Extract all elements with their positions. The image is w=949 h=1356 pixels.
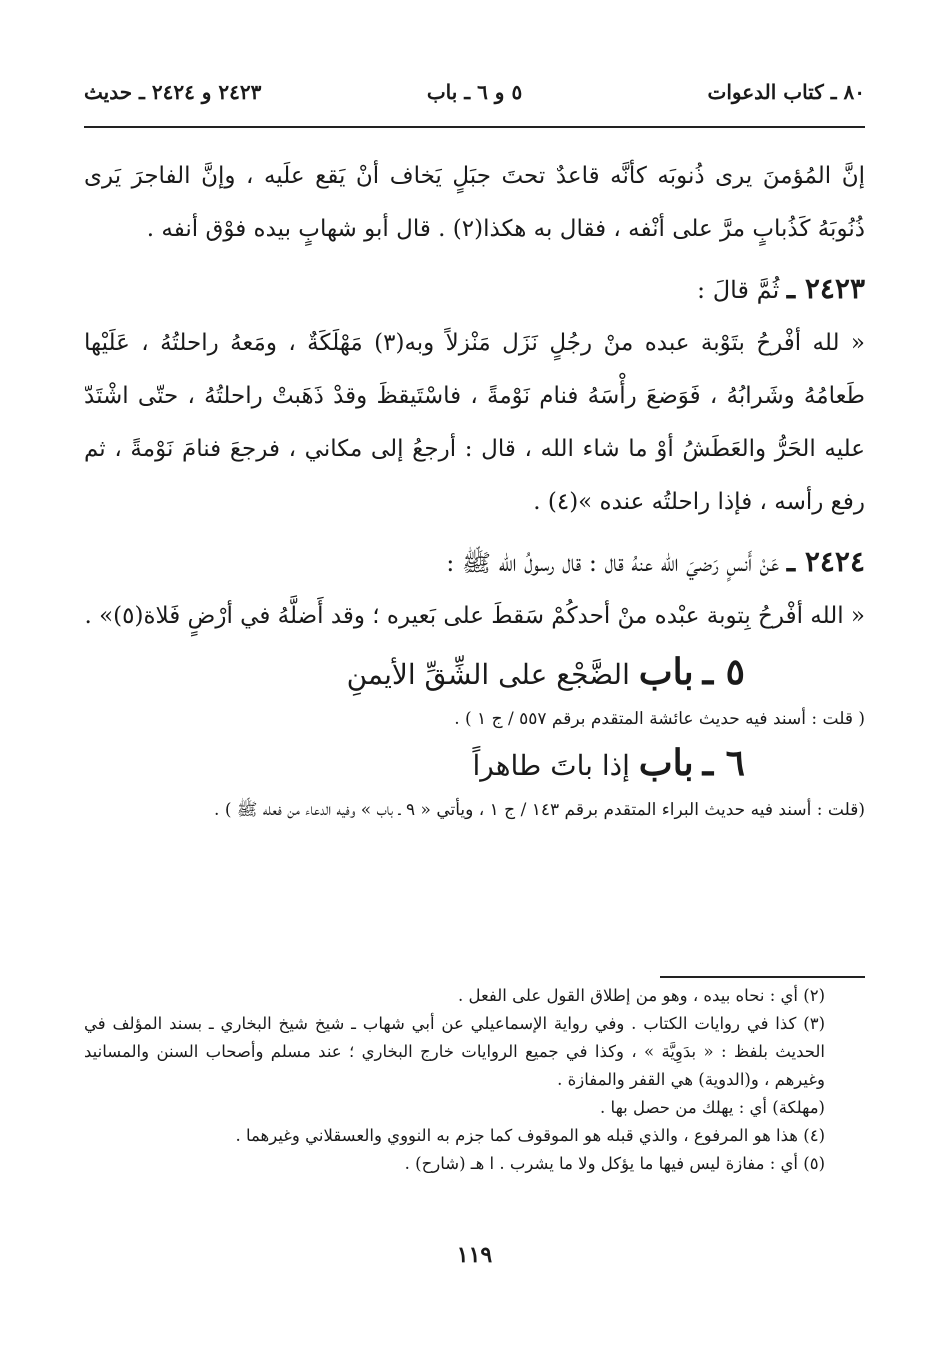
header-rule <box>84 126 865 128</box>
hadith-continuation: إنَّ المُؤمنَ يرى ذُنوبَه كأنَّه قاعدٌ تحتَ جبَلٍ يَخاف أنْ يَقع علَيه ، وإنَّ الفاجرَ يَرى ذُنُوبَهُ كَذُبابٍ مرَّ على أنْفه ، فقال به هكذا(٢) . قال أبو شهابٍ بيده فوْق أنفه . <box>84 163 865 242</box>
footnote-3: (٣) كذا في روايات الكتاب . وفي رواية الإسماعيلي عن أبي شهاب ـ شيخ شيخ البخاري ـ بسند المؤلف في الحديث بلفظ : « بدَوِيَّة » ، وكذا في جميع الروايات خارج البخاري ؛ عند مسلم وأصحاب السنن والمسانيد وغيرهم ، و(الدوية) هي القفر والمفازة . <box>84 1014 825 1089</box>
footnotes <box>84 982 825 1178</box>
footnote-3-gloss: (مهلكة) أي : يهلك من حصل بها . <box>600 1098 825 1117</box>
chapter-5-heading <box>84 643 745 704</box>
hadith-2423-intro: ثُمَّ قالَ : <box>697 276 780 304</box>
header-book-title: ٨٠ ـ كتاب الدعوات <box>707 80 865 104</box>
footnote-4: (٤) هذا هو المرفوع ، والذي قبله هو الموقوف كما جزم به النووي والعسقلاني وغيرهما . <box>235 1126 825 1145</box>
header-chapter: ٥ و ٦ ـ باب <box>426 80 523 104</box>
chapter-6-title: إذا باتَ طاهراً <box>472 749 630 782</box>
hadith-2423-number: ٢٤٢٣ ـ <box>786 272 865 305</box>
header-hadith-range: ٢٤٢٣ و ٢٤٢٤ ـ حديث <box>84 80 262 104</box>
footnote-2: (٢) أي : نحاه بيده ، وهو من إطلاق القول على الفعل . <box>457 986 825 1005</box>
running-header <box>84 80 865 116</box>
hadith-2424-number: ٢٤٢٤ ـ <box>786 545 865 578</box>
chapter-5-note: ( قلت : أسند فيه حديث عائشة المتقدم برقم ٥٥٧ / ج ١ ) . <box>454 709 865 729</box>
hadith-2424-intro: عَنْ أَنسٍ رَضيَ الله عنهُ قال : قال رسولُ الله ﷺ : <box>446 549 780 577</box>
hadith-2424-text: « الله أفْرحُ بِتوبة عبْده منْ أحدكُمْ سَقطَ على بَعيره ؛ وقد أَضلَّهُ في أرْضٍ فَلاة(٥)» . <box>84 603 865 629</box>
page-number: ١١٩ <box>456 1242 493 1268</box>
chapter-6-note: (قلت : أسند فيه حديث البراء المتقدم برقم ١٤٣ / ج ١ ، ويأتي « ٩ ـ باب » وفيه الدعاء من فعله ﷺ ) . <box>214 800 865 820</box>
chapter-6-heading <box>84 734 745 795</box>
chapter-6-number: ٦ ـ <box>702 742 745 784</box>
footnote-5: (٥) أي : مفازة ليس فيها ما يؤكل ولا ما يشرب . ا هـ (شارح) . <box>404 1154 825 1173</box>
footnote-rule <box>660 976 865 978</box>
main-text <box>84 150 865 825</box>
chapter-5-number: ٥ ـ <box>702 651 745 693</box>
chapter-6-word: باب <box>638 742 694 784</box>
hadith-2423-text: « لله أفْرحُ بتَوْبة عبده منْ رجُلٍ نَزَل مَنْزلاً وبه(٣) مَهْلَكَةٌ ، ومَعهُ راحلتُهُ ، عَلَيْها طَعامُهُ وشَرابُهُ ، فَوَضعَ رأْسَهُ فنام نَوْمةً ، فاسْتَيقظَ وقدْ ذَهَبتْ راحلتُهُ ، حتّى اشْتَدّ عليه الحَرُّ والعَطَشُ أوْ ما شاء الله ، قال : أرجعُ إلى مكاني ، فرجعَ فنامَ نَوْمةً ، ثم رفع رأسه ، فإذا راحلتُه عنده »(٤) . <box>84 330 865 515</box>
hadith-2424-heading <box>84 535 865 590</box>
chapter-5-word: باب <box>638 651 694 693</box>
hadith-2423-heading <box>84 262 865 317</box>
chapter-5-title: الضَّجْع على الشِّقِّ الأيمنِ <box>346 658 630 691</box>
